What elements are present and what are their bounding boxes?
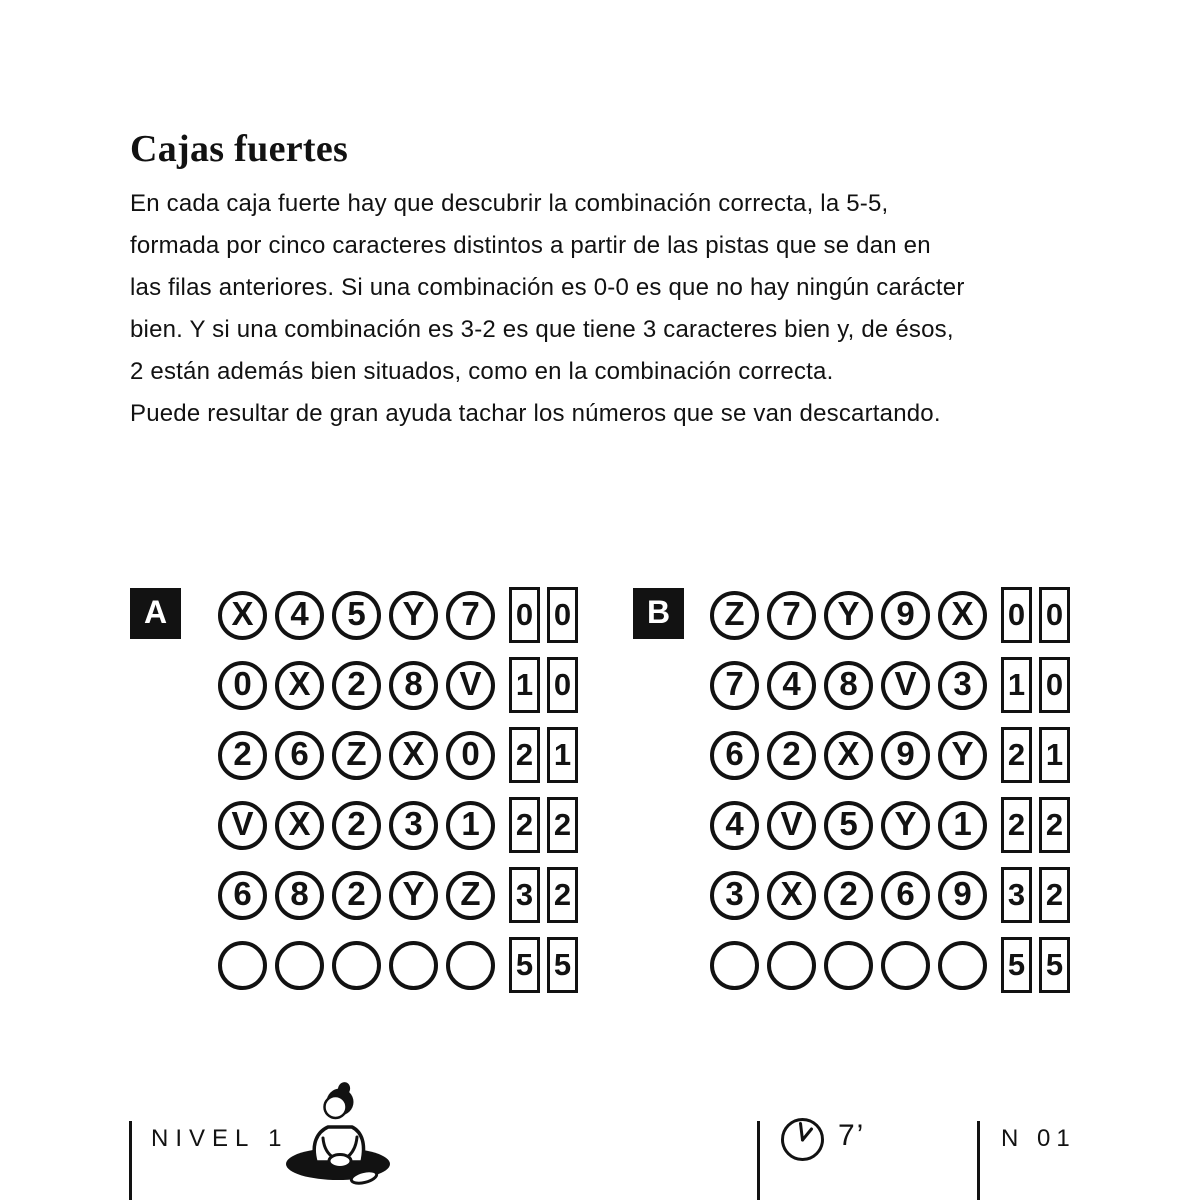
combination-cell: 3 <box>389 801 438 850</box>
combination-cell: V <box>218 801 267 850</box>
clue-box: 2 <box>509 797 540 853</box>
clue-box: 1 <box>1039 727 1070 783</box>
combination-cell: 2 <box>767 731 816 780</box>
combination-cell: 6 <box>881 871 930 920</box>
combination-cell: 9 <box>938 871 987 920</box>
footer-divider <box>977 1121 980 1200</box>
combination-cell: 8 <box>275 871 324 920</box>
instruction-line: 2 están además bien situados, como en la combinación correcta. <box>130 358 834 385</box>
clue-box: 2 <box>1039 867 1070 923</box>
instruction-line: las filas anteriores. Si una combinación es 0-0 es que no hay ningún carácter <box>130 274 965 301</box>
combination-cell: 7 <box>710 661 759 710</box>
answer-cell[interactable] <box>446 941 495 990</box>
combination-cell: X <box>275 661 324 710</box>
combination-cell: 7 <box>767 591 816 640</box>
combination-cell: 4 <box>767 661 816 710</box>
combination-cell: 1 <box>938 801 987 850</box>
combination-cell: 7 <box>446 591 495 640</box>
combination-cell: 8 <box>824 661 873 710</box>
combination-cell: X <box>824 731 873 780</box>
puzzle-row <box>218 657 578 713</box>
clue-box: 2 <box>547 797 578 853</box>
combination-cell: 5 <box>332 591 381 640</box>
clue-box: 2 <box>509 727 540 783</box>
clue-box: 5 <box>1001 937 1032 993</box>
puzzle-row <box>710 727 1070 783</box>
puzzle-row <box>218 937 578 993</box>
clock-icon <box>779 1116 826 1163</box>
clue-box: 2 <box>547 867 578 923</box>
combination-cell: 9 <box>881 591 930 640</box>
clue-box: 0 <box>547 657 578 713</box>
clue-box: 5 <box>1039 937 1070 993</box>
combination-cell: 0 <box>446 731 495 780</box>
combination-cell: Y <box>938 731 987 780</box>
answer-cell[interactable] <box>881 941 930 990</box>
combination-cell: Y <box>824 591 873 640</box>
clue-box: 3 <box>1001 867 1032 923</box>
combination-cell: 6 <box>710 731 759 780</box>
combination-cell: 4 <box>275 591 324 640</box>
answer-cell[interactable] <box>275 941 324 990</box>
puzzle-row <box>218 797 578 853</box>
answer-cell[interactable] <box>710 941 759 990</box>
page-title: Cajas fuertes <box>130 128 349 170</box>
answer-cell[interactable] <box>938 941 987 990</box>
answer-cell[interactable] <box>824 941 873 990</box>
answer-cell[interactable] <box>767 941 816 990</box>
clue-box: 5 <box>509 937 540 993</box>
combination-cell: 6 <box>275 731 324 780</box>
combination-cell: X <box>938 591 987 640</box>
puzzle-row <box>218 867 578 923</box>
meditating-person-icon <box>284 1082 396 1186</box>
combination-cell: 0 <box>218 661 267 710</box>
clue-box: 1 <box>1001 657 1032 713</box>
level-label: NIVEL 1 <box>151 1125 289 1152</box>
combination-cell: X <box>218 591 267 640</box>
combination-cell: Z <box>446 871 495 920</box>
instruction-line: Puede resultar de gran ayuda tachar los números que se van descartando. <box>130 400 941 427</box>
combination-cell: 2 <box>332 661 381 710</box>
time-label: 7’ <box>838 1119 866 1152</box>
answer-cell[interactable] <box>218 941 267 990</box>
puzzle-row <box>710 937 1070 993</box>
puzzle-label: B <box>633 588 684 639</box>
combination-cell: 4 <box>710 801 759 850</box>
instruction-line: bien. Y si una combinación es 3-2 es que tiene 3 caracteres bien y, de ésos, <box>130 316 954 343</box>
combination-cell: 3 <box>938 661 987 710</box>
combination-cell: 2 <box>332 871 381 920</box>
combination-cell: X <box>389 731 438 780</box>
instruction-line: En cada caja fuerte hay que descubrir la combinación correcta, la 5-5, <box>130 190 889 217</box>
clue-box: 1 <box>547 727 578 783</box>
clue-box: 2 <box>1001 727 1032 783</box>
combination-cell: 5 <box>824 801 873 850</box>
clue-box: 2 <box>1001 797 1032 853</box>
combination-cell: Z <box>332 731 381 780</box>
combination-cell: Y <box>389 871 438 920</box>
puzzle-row <box>710 657 1070 713</box>
puzzle-row <box>710 867 1070 923</box>
combination-cell: X <box>275 801 324 850</box>
clue-box: 2 <box>1039 797 1070 853</box>
clue-box: 1 <box>509 657 540 713</box>
puzzle-row <box>710 587 1070 643</box>
combination-cell: X <box>767 871 816 920</box>
puzzle-row <box>218 727 578 783</box>
clue-box: 0 <box>1039 657 1070 713</box>
instructions <box>130 183 965 435</box>
clue-box: 0 <box>509 587 540 643</box>
clue-box: 0 <box>1039 587 1070 643</box>
combination-cell: V <box>767 801 816 850</box>
puzzle-number-label: N 01 <box>1001 1125 1076 1152</box>
combination-cell: Y <box>881 801 930 850</box>
combination-cell: 2 <box>824 871 873 920</box>
combination-cell: 9 <box>881 731 930 780</box>
puzzle-row <box>710 797 1070 853</box>
combination-cell: 3 <box>710 871 759 920</box>
combination-cell: V <box>446 661 495 710</box>
clue-box: 0 <box>1001 587 1032 643</box>
puzzle-label: A <box>130 588 181 639</box>
clue-box: 5 <box>547 937 578 993</box>
puzzle-row <box>218 587 578 643</box>
combination-cell: 1 <box>446 801 495 850</box>
answer-cell[interactable] <box>389 941 438 990</box>
combination-cell: Z <box>710 591 759 640</box>
combination-cell: Y <box>389 591 438 640</box>
combination-cell: 2 <box>332 801 381 850</box>
footer-divider <box>129 1121 132 1200</box>
combination-cell: 2 <box>218 731 267 780</box>
answer-cell[interactable] <box>332 941 381 990</box>
instruction-line: formada por cinco caracteres distintos a partir de las pistas que se dan en <box>130 232 931 259</box>
combination-cell: V <box>881 661 930 710</box>
clue-box: 3 <box>509 867 540 923</box>
clue-box: 0 <box>547 587 578 643</box>
footer-divider <box>757 1121 760 1200</box>
combination-cell: 8 <box>389 661 438 710</box>
combination-cell: 6 <box>218 871 267 920</box>
